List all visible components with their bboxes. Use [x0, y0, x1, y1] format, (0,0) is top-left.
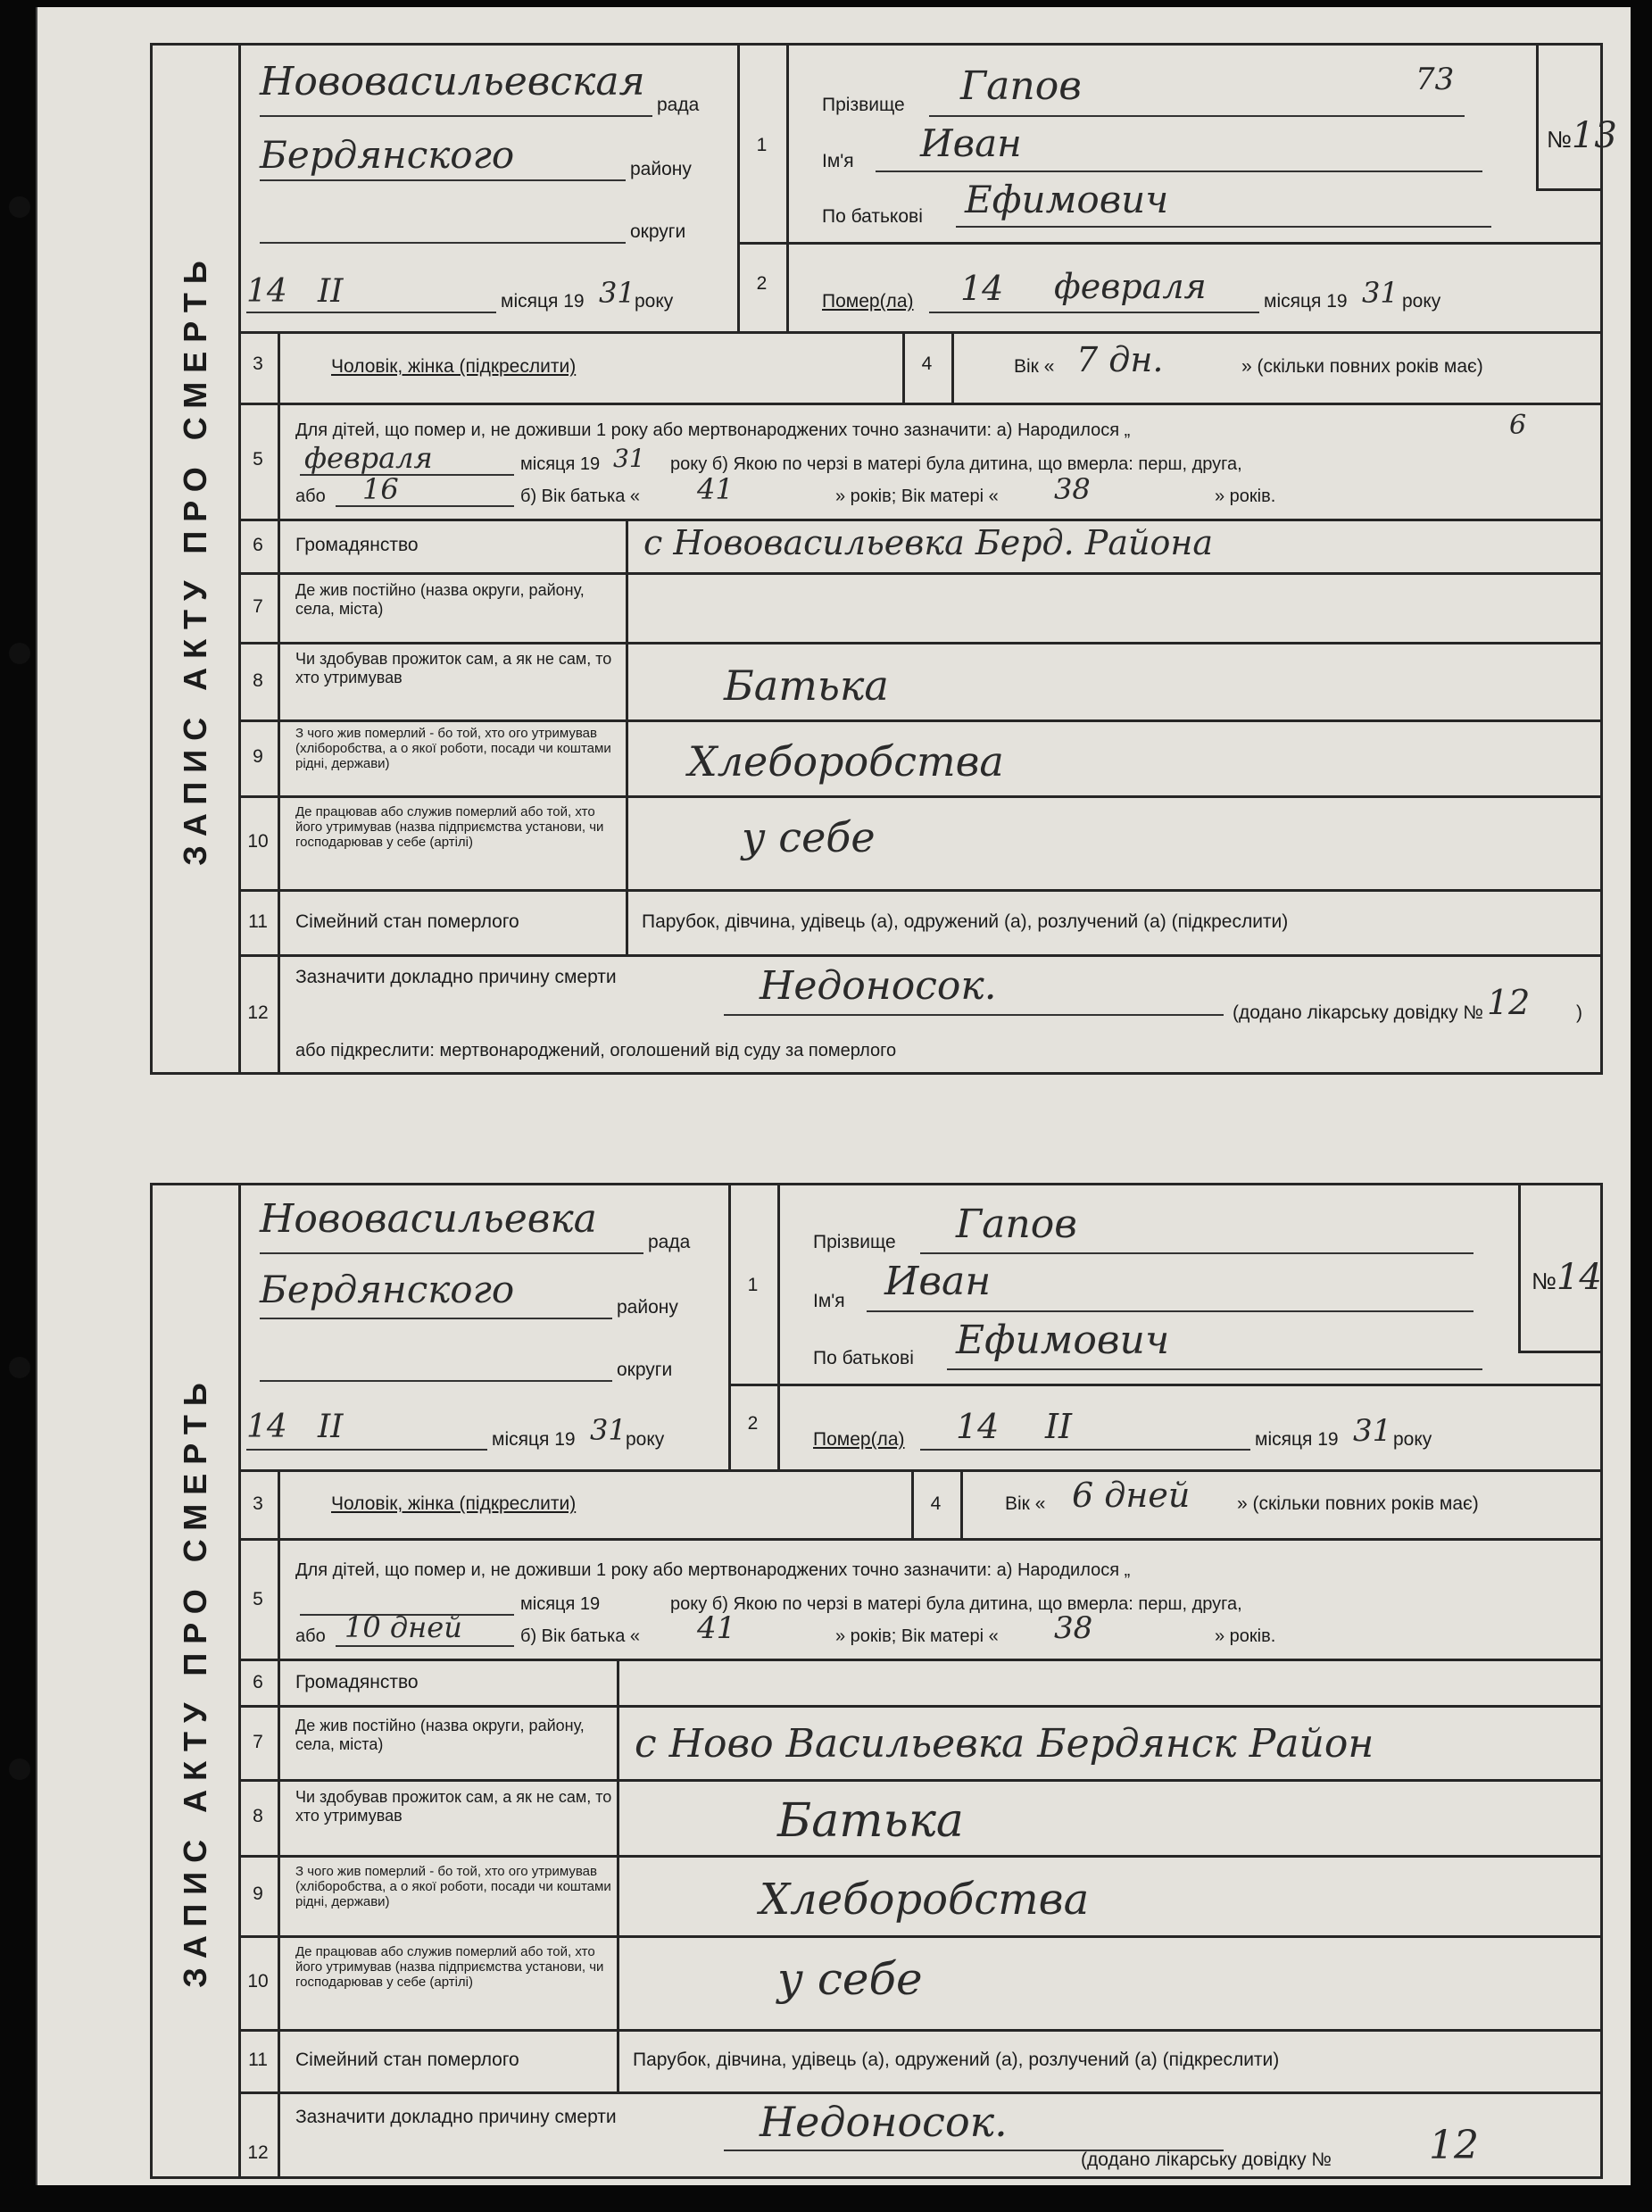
age-value: 7 дн.: [1076, 340, 1164, 379]
row-number: 8: [253, 1806, 263, 1826]
marital-label: Сімейний стан померлого: [295, 911, 519, 932]
income-source-label: З чого жив померлий - бо той, хто ого утримував (хліборобства, а о якої роботи, посади чи коштами рідні, держави): [295, 726, 611, 771]
cause-label: Зазначити докладно причину смерти: [295, 967, 617, 987]
month-label: місяця 19: [501, 291, 585, 312]
workplace-value: у себе: [742, 813, 876, 861]
doctor-note-label: (додано лікарську довідку №: [1081, 2150, 1332, 2170]
mother-age-label: » років; Вік матері «: [835, 1626, 999, 1646]
workplace-label: Де працював або служив померлий або той, хто його утримував (назва підприємства установи, чи господарював у себе (артілі): [295, 1944, 604, 1990]
row-number: 4: [930, 1493, 942, 1514]
month-label: місяця 19: [520, 1594, 601, 1614]
record-number: №14: [1532, 1257, 1602, 1298]
death-year-value: 31: [1353, 1413, 1392, 1449]
death-day-value: 14: [956, 1407, 1000, 1446]
surname-value: Гапов: [960, 63, 1082, 109]
rada-value: Нововасильевка: [260, 1196, 597, 1242]
livelihood-value: Батька: [724, 661, 889, 710]
death-month-value: II: [1045, 1407, 1073, 1446]
income-source-label: З чого жив померлий - бо той, хто ого утримував (хліборобства, а о якої роботи, посади чи коштами рідні, держави): [295, 1864, 611, 1909]
marital-options: Парубок, дівчина, удівець (а), одружений (а), розлучений (а) (підкреслити): [642, 911, 1289, 932]
residence-value: с Ново Васильевка Бердянск Район: [635, 1721, 1374, 1767]
or-label: або: [295, 486, 326, 506]
doctor-note-number: 12: [1487, 983, 1531, 1022]
punch-hole: [9, 1357, 30, 1378]
age-label: Вік «: [1014, 356, 1055, 377]
row-number: 10: [247, 831, 269, 852]
marital-options: Парубок, дівчина, удівець (а), одружений (а), розлучений (а) (підкреслити): [633, 2050, 1280, 2070]
cause-value: Недоносок.: [760, 963, 997, 1009]
side-title-text: ЗАПИС АКТУ ПРО СМЕРТЬ: [177, 1374, 213, 1988]
rayon-value: Бердянского: [260, 1268, 515, 1311]
father-age-label: б) Вік батька «: [520, 1626, 641, 1646]
row-number: 1: [747, 1275, 759, 1295]
livelihood-label: Чи здобував прожиток сам, а як не сам, то хто утримував: [295, 650, 612, 686]
born-day-value: 6: [1509, 410, 1527, 441]
born-year-value: 31: [613, 444, 645, 473]
workplace-label: Де працював або служив померлий або той, хто його утримував (назва підприємства установи, чи господарював у себе (артілі): [295, 804, 604, 850]
children-instruction: Для дітей, що помер и, не доживши 1 року або мертвонароджених точно зазначити: а) Народилося „: [295, 420, 1131, 440]
row-number: 10: [247, 1971, 269, 1992]
age-suffix-label: » (скільки повних років має): [1237, 1493, 1479, 1514]
workplace-value: у себе: [777, 1953, 923, 2005]
birth-order-value: 10 дней: [345, 1610, 462, 1644]
side-title: [153, 1185, 238, 2176]
rayon-value: Бердянского: [260, 133, 515, 177]
year-label: року: [626, 1429, 665, 1450]
citizenship-label: Громадянство: [295, 535, 419, 555]
death-record-form-2: [150, 1183, 1603, 2179]
children-order-label: року б) Якою по черзі в матері була дитина, що вмерла: перш, друга,: [670, 454, 1242, 474]
father-age-value: 41: [697, 472, 734, 506]
row-number: 6: [253, 535, 263, 555]
mother-age-value: 38: [1054, 472, 1091, 506]
age-value: 6 дней: [1072, 1476, 1191, 1515]
doctor-note-number: 12: [1429, 2123, 1479, 2168]
patronymic-label: По батькові: [822, 206, 923, 227]
month-label: місяця 19: [492, 1429, 576, 1450]
name-value: Иван: [884, 1259, 992, 1304]
income-source-value: Хлеборобства: [760, 1875, 1090, 1925]
surname-value: Гапов: [956, 1202, 1077, 1247]
rada-label: рада: [648, 1232, 691, 1252]
name-label: Ім'я: [813, 1291, 845, 1311]
reg-day-value: 14: [246, 273, 287, 310]
doctor-note-label: (додано лікарську довідку №: [1233, 1002, 1483, 1023]
residence-label: Де жив постійно (назва округи, району, села, міста): [295, 581, 585, 618]
name-value: Иван: [920, 121, 1022, 165]
punch-hole: [9, 1759, 30, 1780]
rada-label: рада: [657, 95, 700, 115]
cause-label: Зазначити докладно причину смерти: [295, 2107, 617, 2127]
okrug-label: округи: [630, 221, 686, 242]
reg-day-value: 14: [246, 1409, 287, 1445]
children-instruction: Для дітей, що помер и, не доживши 1 року або мертвонароджених точно зазначити: а) Народилося „: [295, 1560, 1131, 1580]
month-label: місяця 19: [1255, 1429, 1339, 1450]
rada-value: Нововасильевская: [260, 59, 645, 104]
father-age-value: 41: [697, 1610, 736, 1646]
years-label: » років.: [1215, 1626, 1276, 1646]
mother-age-value: 38: [1054, 1610, 1093, 1646]
row-number: 3: [253, 353, 263, 374]
row-number: 8: [253, 670, 263, 691]
row-number: 2: [747, 1413, 759, 1434]
punch-hole: [9, 196, 30, 218]
row-number: 5: [253, 1589, 263, 1609]
row-number: 4: [921, 353, 933, 374]
residence-label: Де жив постійно (назва округи, району, села, міста): [295, 1717, 585, 1753]
reg-year-value: 31: [599, 276, 635, 310]
year-label: року: [1393, 1429, 1432, 1450]
name-label: Ім'я: [822, 151, 854, 171]
year-label: року: [1402, 291, 1441, 312]
cause-value: Недоносок.: [760, 2098, 1008, 2146]
row-number: 2: [756, 273, 768, 294]
row-number: 9: [253, 746, 263, 767]
or-label: або: [295, 1626, 326, 1646]
row-number: 11: [248, 911, 268, 932]
record-number: №13: [1547, 115, 1617, 156]
mother-age-label: » років; Вік матері «: [835, 486, 999, 506]
surname-label: Прізвище: [813, 1232, 896, 1252]
reg-month-value: II: [318, 273, 344, 310]
row-number: 7: [253, 1732, 263, 1752]
age-label: Вік «: [1005, 1493, 1046, 1514]
year-label: року: [635, 291, 674, 312]
month-label: місяця 19: [1264, 291, 1348, 312]
side-title-text: ЗАПИС АКТУ ПРО СМЕРТЬ: [177, 252, 213, 866]
death-record-form-1: ЗАПИС АКТУ ПРО СМЕРТЬ 1 2 3 4 5 6 7 8 9 10 11 12 Нововасильевская рада Бердянского району округи 14 II місяця 19 31 року Прізвище Гапов 73 Ім'я Иван По батькові Ефимович №13 Помер(ла) 14 февраля місяця 19 31 року Чоловік, жінка (підкреслити) Вік « 7 дн. » (скільки повних років має) Для дітей, що помер и, не доживши 1 року або мертвонароджених точно зазначити: а) Народилося „ 6 февраля місяця 19 31 року б) Якою по черзі в матері була дитина, що вмерла: перш, друга, або 16 б) Вік батька « 41 » років; Вік матері « 38 » років. Громадянство с Нововасильевка Берд. Района Де жив постійно (назва округи, району, села, міста) Чи здобував прожиток сам, а як не сам, то хто утримував Батька З чого жив померлий - бо той, хто ого утримував (хліборобства, а о якої роботи, посади чи коштами рідні, держави) Хлеборобства Де працював або служив померлий або той, хто його утримував (назва підприємства установи, чи господарював у себе (артілі) у себе Сімейний стан померлого Парубок, дівчина, удівець (а), одружений (а), розлучений (а) (підкреслити) Зазначити докладно причину смерти Недоносок. (додано лікарську довідку № 12 ) або підкреслити: мертвонароджений, оголошений від суду за померлого: [150, 43, 1603, 1075]
rayon-label: району: [617, 1297, 678, 1318]
patronymic-label: По батькові: [813, 1348, 914, 1368]
children-order-label: року б) Якою по черзі в матері була дитина, що вмерла: перш, друга,: [670, 1594, 1242, 1614]
livelihood-value: Батька: [777, 1794, 964, 1848]
patronymic-value: Ефимович: [956, 1318, 1170, 1363]
stillborn-label: або підкреслити: мертвонароджений, оголошений від суду за померлого: [295, 1041, 897, 1060]
livelihood-label: Чи здобував прожиток сам, а як не сам, то хто утримував: [295, 1788, 612, 1825]
years-label: » років.: [1215, 486, 1276, 506]
patronymic-value: Ефимович: [965, 178, 1169, 221]
row-number: 12: [247, 1002, 269, 1023]
income-source-value: Хлеборобства: [688, 737, 1004, 786]
citizenship-label: Громадянство: [295, 1672, 419, 1692]
reg-month-value: II: [318, 1409, 344, 1445]
row-number: 9: [253, 1884, 263, 1904]
birth-order-value: 16: [362, 472, 399, 506]
sex-label: Чоловік, жінка (підкреслити): [331, 1493, 577, 1514]
died-label: Помер(ла): [822, 291, 914, 312]
row-number: 6: [253, 1672, 263, 1692]
death-day-value: 14: [960, 269, 1004, 308]
surname-label: Прізвище: [822, 95, 905, 115]
row-number: 5: [253, 449, 263, 470]
sex-label: Чоловік, жінка (підкреслити): [331, 356, 577, 377]
death-year-value: 31: [1362, 276, 1399, 310]
rayon-label: району: [630, 159, 692, 179]
row-number: 7: [253, 596, 263, 617]
death-month-value: февраля: [1054, 267, 1207, 306]
page-number: 73: [1415, 62, 1455, 97]
reg-year-value: 31: [590, 1413, 627, 1447]
father-age-label: б) Вік батька «: [520, 486, 641, 506]
punch-hole: [9, 643, 30, 664]
row-number: 12: [247, 2142, 269, 2163]
row-number: 3: [253, 1493, 263, 1514]
age-suffix-label: » (скільки повних років має): [1241, 356, 1483, 377]
month-label: місяця 19: [520, 454, 601, 474]
marital-label: Сімейний стан померлого: [295, 2050, 519, 2070]
row-number: 1: [756, 135, 768, 155]
born-month-value: февраля: [304, 441, 433, 475]
died-label: Помер(ла): [813, 1429, 905, 1450]
row-number: 11: [248, 2050, 268, 2070]
citizenship-value: с Нововасильевка Берд. Района: [643, 523, 1214, 562]
side-title: [153, 46, 238, 1072]
okrug-label: округи: [617, 1360, 673, 1380]
